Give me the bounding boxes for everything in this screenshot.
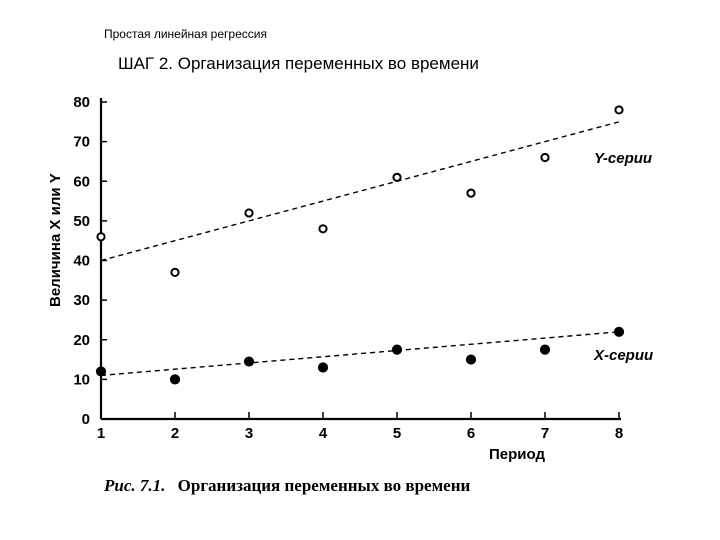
y-tick-label: 10 [73,371,90,389]
y-series-point [171,269,178,276]
y-series-point [467,190,474,197]
y-tick-label: 20 [73,331,90,349]
x-series-point [318,363,327,372]
x-tick-label: 5 [392,425,402,442]
x-series-point [244,357,253,366]
x-series-point [466,355,475,364]
trend-line-x-series [101,332,619,376]
data-points [96,106,623,384]
y-series-point [319,225,326,232]
y-series-point [615,106,622,113]
x-series-point [170,375,179,384]
legend-x-series: X-серии [594,347,654,364]
slide-subtitle: ШАГ 2. Организация переменных во времени [118,54,479,73]
legend-y-series: Y-серии [594,150,653,167]
y-series-point [541,154,548,161]
figure-caption [103,476,470,495]
y-series-point [97,233,104,240]
caption-prefix: Рис. 7.1. [104,476,166,495]
chart-axes [101,98,621,419]
x-tick-label: 3 [244,425,254,442]
y-axis-title: Величина X или Y [47,173,64,307]
x-series-point [392,345,401,354]
x-series-point [614,327,623,336]
y-tick-label: 60 [73,173,90,191]
y-tick-label: 30 [73,292,90,310]
y-tick-label: 80 [73,94,90,111]
caption-text: Организация переменных во времени [177,476,471,495]
y-series-point [245,209,252,216]
x-tick-label: 1 [96,425,106,442]
slide-title: Простая линейная регрессия [104,27,267,41]
y-series-point [393,174,400,181]
x-tick-label: 6 [466,425,476,442]
x-tick-label: 4 [318,425,328,442]
y-tick-label: 0 [81,411,90,428]
x-axis-title: Период [489,446,545,463]
x-tick-label: 8 [614,425,624,442]
y-tick-label: 40 [73,252,90,270]
x-series-point [540,345,549,354]
y-tick-label: 70 [73,133,90,151]
x-tick-label: 2 [170,425,180,442]
y-tick-label: 50 [73,212,90,230]
x-axis-ticks [97,412,623,442]
x-tick-label: 7 [540,425,550,442]
trend-line-y-series [101,122,619,261]
x-series-point [96,367,105,376]
